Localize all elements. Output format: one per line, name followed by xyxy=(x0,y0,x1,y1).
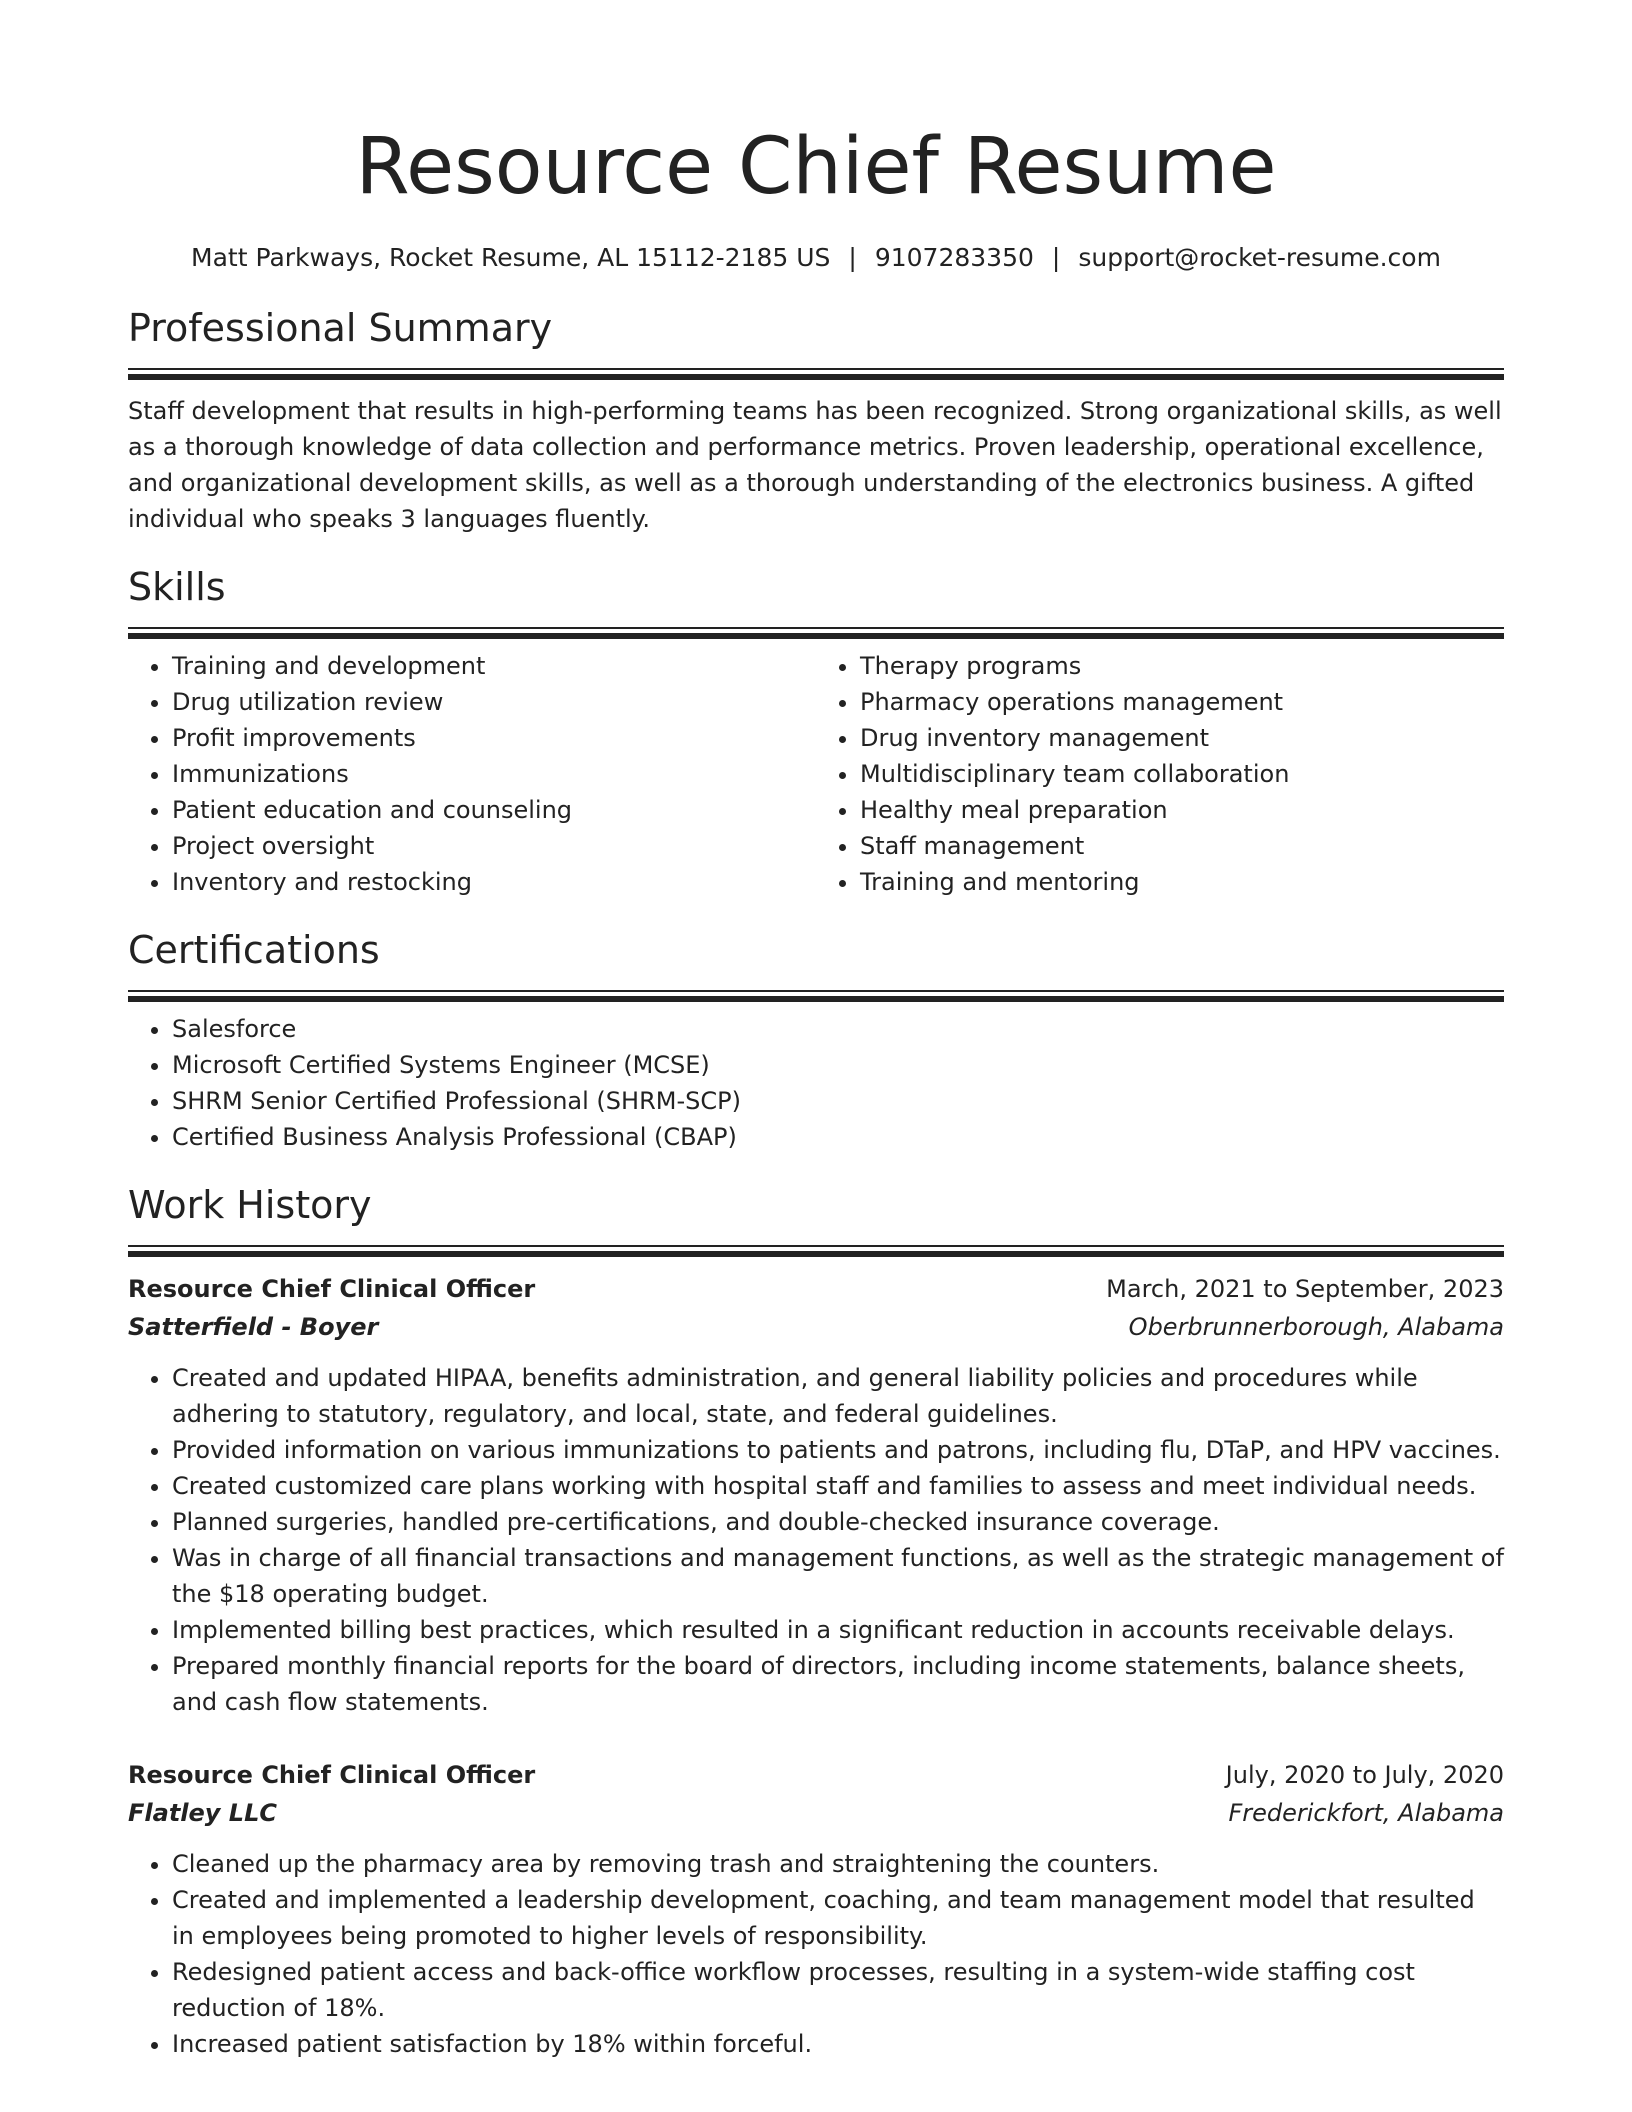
certification-item: • Salesforce xyxy=(172,1011,1504,1047)
skills-heading: Skills xyxy=(128,565,226,609)
skill-item: • Therapy programs xyxy=(860,648,1504,684)
contact-address: Matt Parkways, Rocket Resume, AL 15112-2185 US xyxy=(191,243,831,272)
skill-item: • Pharmacy operations management xyxy=(860,684,1504,720)
job-bullet: • Increased patient satisfaction by 18% within forceful. xyxy=(172,2026,1504,2062)
job-dates: July, 2020 to July, 2020 xyxy=(1225,1761,1504,1789)
contact-email: support@rocket-resume.com xyxy=(1078,243,1441,272)
job-bullet: • Cleaned up the pharmacy area by removing trash and straightening the counters. xyxy=(172,1846,1504,1882)
section-divider xyxy=(128,1245,1504,1256)
job-header-row xyxy=(128,1270,1504,1308)
job-bullets xyxy=(128,1360,1504,1720)
job-company: Satterfield - Boyer xyxy=(128,1313,379,1341)
job-bullet: • Provided information on various immunizations to patients and patrons, including flu, DTaP, and HPV vaccines. xyxy=(172,1432,1504,1468)
skill-item: • Project oversight xyxy=(172,828,816,864)
job-bullet: • Was in charge of all financial transactions and management functions, as well as the strategic management of the $18 operating budget. xyxy=(172,1540,1504,1612)
job-location: Frederickfort, Alabama xyxy=(1228,1799,1504,1827)
skill-item: • Training and development xyxy=(172,648,816,684)
job-subheader-row xyxy=(128,1794,1504,1832)
skill-item: • Patient education and counseling xyxy=(172,792,816,828)
job-entry xyxy=(128,1270,1504,1720)
skill-item: • Staff management xyxy=(860,828,1504,864)
job-dates: March, 2021 to September, 2023 xyxy=(1106,1275,1504,1303)
page-title: Resource Chief Resume xyxy=(355,122,1277,212)
skill-item: • Drug utilization review xyxy=(172,684,816,720)
job-bullet: • Created and implemented a leadership development, coaching, and team management model that resulted in employees being promoted to higher levels of responsibility. xyxy=(172,1882,1504,1954)
skill-item: • Drug inventory management xyxy=(860,720,1504,756)
contact-separator: | xyxy=(1051,243,1061,272)
certification-item: • SHRM Senior Certified Professional (SHRM-SCP) xyxy=(172,1083,1504,1119)
certification-item: • Microsoft Certified Systems Engineer (MCSE) xyxy=(172,1047,1504,1083)
skills-grid xyxy=(128,638,1504,900)
contact-phone: 9107283350 xyxy=(874,243,1034,272)
job-location: Oberbrunnerborough, Alabama xyxy=(1128,1313,1504,1341)
job-bullet: • Created and updated HIPAA, benefits administration, and general liability policies and procedures while adhering to statutory, regulatory, and local, state, and federal guidelines. xyxy=(172,1360,1504,1432)
skill-item: • Healthy meal preparation xyxy=(860,792,1504,828)
summary-text: Staff development that results in high-performing teams has been recognized. Strong organizational skills, as well as a thorough knowledge of data collection and performance metrics. Proven leadership, operational excellence, and organizational development skills, as well as a thorough understanding of the electronics business. A gifted individual who speaks 3 languages fluently. xyxy=(128,397,1502,533)
certifications-list xyxy=(128,1011,1504,1155)
summary-section xyxy=(128,302,1504,537)
work-history-section xyxy=(128,1179,1504,2062)
job-title: Resource Chief Clinical Officer xyxy=(128,1761,536,1789)
section-divider xyxy=(128,627,1504,638)
job-subheader-row xyxy=(128,1308,1504,1346)
skill-item: • Immunizations xyxy=(172,756,816,792)
job-bullet: • Planned surgeries, handled pre-certifications, and double-checked insurance coverage. xyxy=(172,1504,1504,1540)
contact-separator: | xyxy=(848,243,857,272)
job-bullets xyxy=(128,1846,1504,2062)
skill-item: • Profit improvements xyxy=(172,720,816,756)
summary-heading: Professional Summary xyxy=(128,306,553,350)
skills-list-right xyxy=(816,648,1504,900)
job-bullet: • Redesigned patient access and back-office workflow processes, resulting in a system-wide staffing cost reduction of 18%. xyxy=(172,1954,1504,2026)
job-bullet: • Implemented billing best practices, which resulted in a significant reduction in accounts receivable delays. xyxy=(172,1612,1504,1648)
certification-item: • Certified Business Analysis Professional (CBAP) xyxy=(172,1119,1504,1155)
job-entry xyxy=(128,1756,1504,2062)
skills-section xyxy=(128,561,1504,900)
skill-item: • Training and mentoring xyxy=(860,864,1504,900)
certifications-heading: Certifications xyxy=(128,928,380,972)
job-bullet: • Created customized care plans working with hospital staff and families to assess and meet individual needs. xyxy=(172,1468,1504,1504)
skills-list-left xyxy=(128,648,816,900)
job-company: Flatley LLC xyxy=(128,1799,277,1827)
skill-item: • Inventory and restocking xyxy=(172,864,816,900)
job-header-row xyxy=(128,1756,1504,1794)
work-history-heading: Work History xyxy=(128,1183,372,1227)
certifications-section xyxy=(128,924,1504,1155)
section-divider xyxy=(128,368,1504,379)
job-title: Resource Chief Clinical Officer xyxy=(128,1275,536,1303)
contact-line xyxy=(128,238,1504,278)
section-divider xyxy=(128,990,1504,1001)
skill-item: • Multidisciplinary team collaboration xyxy=(860,756,1504,792)
job-bullet: • Prepared monthly financial reports for the board of directors, including income statements, balance sheets, and cash flow statements. xyxy=(172,1648,1504,1720)
